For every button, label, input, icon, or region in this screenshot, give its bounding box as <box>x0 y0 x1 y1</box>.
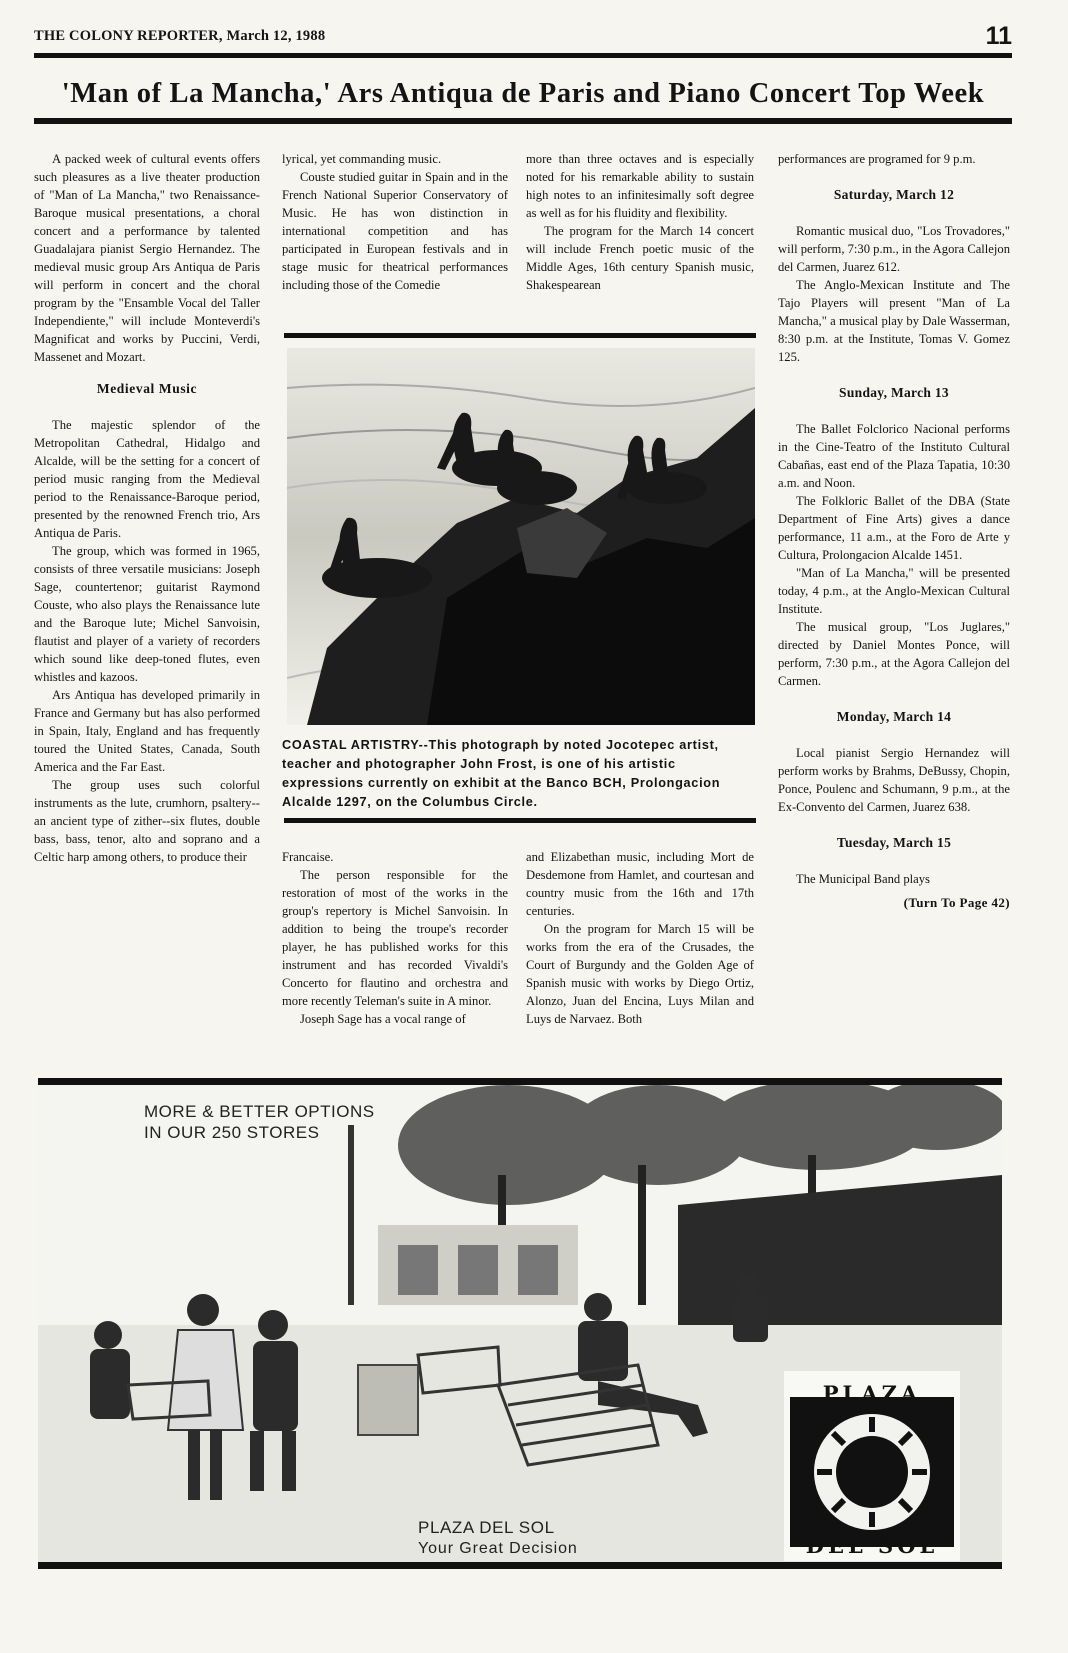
paragraph: The majestic splendor of the Metropolitan Cathedral, Hidalgo and Alcalde, will be the setting for a concert of period music ranging from the Medieval period to the Renaissance-Baroque period, presented by the renowned French trio, Ars Antiqua de Paris. <box>34 418 260 540</box>
paragraph: Ars Antiqua has developed primarily in France and Germany but has also performed in Spain, Italy, England and has frequently toured the United States, Canada, South America and the Far East. <box>34 688 260 774</box>
pelicans-illustration <box>287 348 755 725</box>
caption-bottom-rule <box>284 818 756 823</box>
article-column-1 <box>34 150 260 866</box>
ad-slogan: Your Great Decision <box>418 1540 578 1557</box>
paragraph: performances are programed for 9 p.m. <box>778 152 976 166</box>
ad-brand: PLAZA DEL SOL <box>418 1518 555 1537</box>
paragraph: The program for the March 14 concert will include French poetic music of the Middle Ages, 16th century Spanish music, Shakespearean <box>526 224 754 292</box>
plaza-del-sol-ad <box>38 1078 1002 1569</box>
heading-saturday: Saturday, March 12 <box>833 187 955 202</box>
paragraph: and Elizabethan music, including Mort de Desdemone from Hamlet, and courtesan and country music from the 16th and 17th centuries. <box>526 850 754 918</box>
page-number: 11 <box>985 22 1012 50</box>
logo-top-text: PLAZA <box>822 1381 922 1406</box>
paragraph: A packed week of cultural events offers such pleasures as a live theater production of "Man of La Mancha," two Renaissance-Baroque musical presentations, a choral concert and a performance by talented Guadalajara pianist Sergio Hernandez. The medieval music group Ars Antiqua de Paris will perform in concert and the choral program by the "Ensamble Vocal del Taller Independiente," will include Monteverdi's Magnificat and works by Puccini, Verdi, Massenet and Mozart. <box>34 152 260 364</box>
paragraph: The Anglo-Mexican Institute and The Tajo Players will present "Man of La Mancha," a musical play by Dale Wasserman, 8:30 p.m. at the Institute, Tomas V. Gomez 125. <box>778 278 1010 364</box>
continued-on-page: (Turn To Page 42) <box>903 895 1010 910</box>
ad-tagline <box>418 1518 578 1558</box>
photo-top-rule <box>284 333 756 338</box>
subhead-medieval-music: Medieval Music <box>96 381 198 396</box>
ad-headline-line-2: IN OUR 250 STORES <box>144 1123 320 1142</box>
plaza-del-sol-logo <box>784 1371 960 1561</box>
paragraph: Local pianist Sergio Hernandez will perform works by Brahms, DeBussy, Chopin, Ponce, Poulenc and Schumann, 9 p.m., at the Ex-Convento del Carmen, Juarez 638. <box>778 746 1010 814</box>
article-column-2-top <box>282 150 508 294</box>
heading-sunday: Sunday, March 13 <box>839 385 949 400</box>
paragraph: Couste studied guitar in Spain and in the French National Superior Conservatory of Music. He has won distinction in international competition and has participated in European festivals and in stage music for theatrical performances including those of the Comedie <box>282 170 508 292</box>
page-headline: 'Man of La Mancha,' Ars Antiqua de Paris and Piano Concert Top Week <box>61 78 985 109</box>
paragraph: The group uses such colorful instruments as the lute, crumhorn, psaltery--an ancient type of zither--six flutes, double bass, bass, tenor, alto and soprano and a Celtic harp among others, to produce their <box>34 778 260 864</box>
paragraph: The group, which was formed in 1965, consists of three versatile musicians: Joseph Sage, countertenor; guitarist Raymond Couste, who also plays the Renaissance lute and the Baroque lute; Michel Sanvoisin, flautist and player of a variety of recorders which sound like deep-toned flutes, even whistles and kazoos. <box>34 544 260 684</box>
heading-monday: Monday, March 14 <box>836 709 952 724</box>
paragraph: more than three octaves and is especially noted for his remarkable ability to sustain high notes to an infinitesimally soft degree as well as for his fluidity and flexibility. <box>526 152 754 220</box>
ad-headline-line-1: MORE & BETTER OPTIONS <box>144 1102 375 1121</box>
heading-tuesday: Tuesday, March 15 <box>836 835 952 850</box>
paragraph: "Man of La Mancha," will be presented today, 4 p.m., at the Anglo-Mexican Cultural Institute. <box>778 566 1010 616</box>
paragraph: The Ballet Folclorico Nacional performs in the Cine-Teatro of the Instituto Cultural Cabañas, east end of the Plaza Tapatia, 10:30 a.m. and Noon. <box>778 422 1010 490</box>
paragraph: On the program for March 15 will be works from the era of the Crusades, the Court of Burgundy and the Golden Age of Spanish music with works by Diego Ortiz, Alonzo, Juan del Encina, Luys Milan and Luys de Narvaez. Both <box>526 922 754 1026</box>
masthead <box>34 24 1012 50</box>
article-column-2-bottom <box>282 848 508 1028</box>
pelicans-photo <box>287 348 755 725</box>
paragraph: The Folkloric Ballet of the DBA (State Department of Fine Arts) gives a dance performance, 11 a.m., at the Foro de Arte y Cultura, Prolongacion Alcalde 1451. <box>778 494 1010 562</box>
paragraph: lyrical, yet commanding music. <box>282 152 442 166</box>
paragraph: Francaise. <box>282 850 334 864</box>
photo-caption: COASTAL ARTISTRY--This photograph by noted Jocotepec artist, teacher and photographer John Frost, is one of his artistic expressions currently on exhibit at the Banco BCH, Prolongacion Alcalde 1297, on the Columbus Circle. <box>282 738 721 809</box>
paragraph: The musical group, "Los Juglares," directed by Daniel Montes Ponce, will perform, 7:30 p.m., at the Agora Callejon del Carmen. <box>778 620 1010 688</box>
paragraph: The Municipal Band plays <box>796 872 930 886</box>
paragraph: The person responsible for the restoration of most of the works in the group's repertory is Michel Sanvoisin. In addition to being the troupe's recorder player, he has published works for this instrument and has recorded Vivaldi's Concerto for flautino and orchestra and more recently Teleman's suite in A minor. <box>282 868 508 1008</box>
headline-rule <box>34 118 1012 124</box>
paragraph: Joseph Sage has a vocal range of <box>300 1012 466 1026</box>
masthead-rule <box>34 53 1012 58</box>
article-column-3-top <box>526 150 754 294</box>
logo-bottom-text: DEL SOL <box>805 1533 939 1558</box>
article-column-3-bottom <box>526 848 754 1028</box>
ad-headline <box>144 1101 375 1143</box>
masthead-title: THE COLONY REPORTER, March 12, 1988 <box>34 28 326 44</box>
paragraph: Romantic musical duo, "Los Trovadores," will perform, 7:30 p.m., in the Agora Callejon del Carmen, Juarez 612. <box>778 224 1010 274</box>
events-column <box>778 150 1010 912</box>
